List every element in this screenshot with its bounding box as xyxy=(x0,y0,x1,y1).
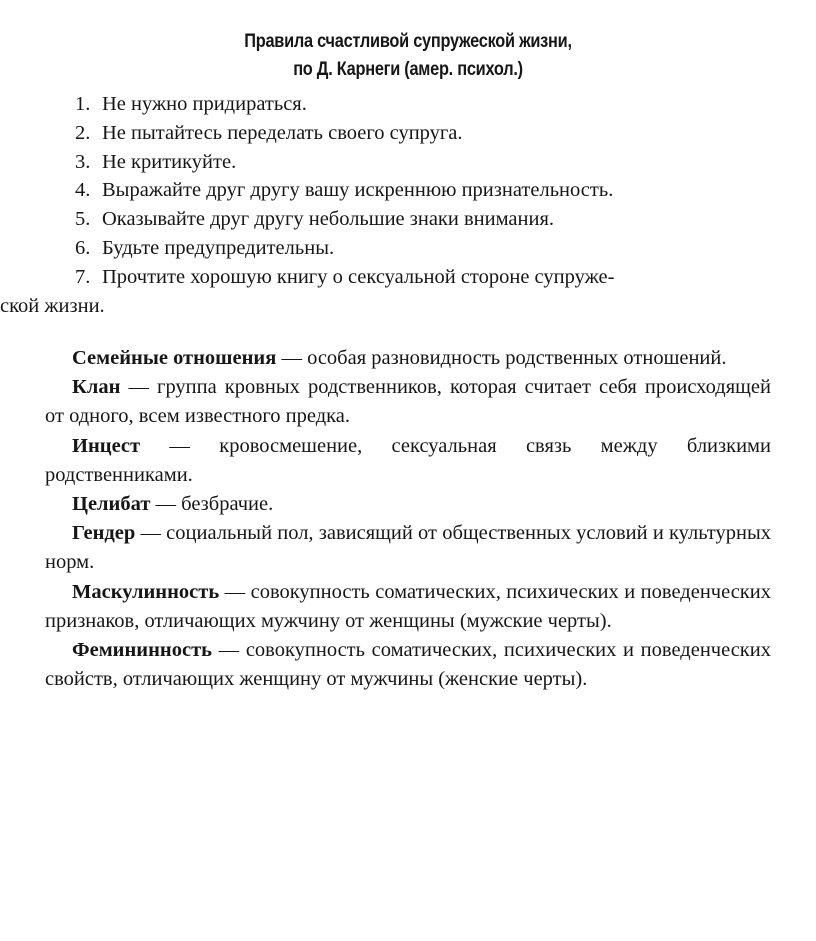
definition-text: — группа кровных родственников, которая считает себя происходящей от одного, всем известного предка. xyxy=(45,376,771,428)
definition-paragraph xyxy=(45,432,771,490)
rule-item xyxy=(0,263,775,321)
definition-text: — особая разновидность родственных отношений. xyxy=(276,347,727,369)
rule-text: Не пытайтесь переделать своего супруга. xyxy=(102,121,463,144)
rule-item xyxy=(75,176,775,205)
rule-text-continuation: ской жизни. xyxy=(0,294,105,317)
definition-term: Гендер xyxy=(72,522,136,545)
rule-number: 2. xyxy=(75,121,91,144)
definitions-section xyxy=(45,344,771,694)
definition-paragraph xyxy=(45,373,771,431)
rule-item xyxy=(75,90,775,119)
definition-text: — безбрачие. xyxy=(150,493,274,516)
rule-item xyxy=(75,148,775,177)
definition-paragraph xyxy=(45,344,771,373)
definition-term: Целибат xyxy=(72,493,151,516)
definition-text: — совокупность соматических, психических и поведенческих свойств, отличающих женщину от мужчины (женские черты). xyxy=(45,639,771,691)
rule-number: 7. xyxy=(75,265,91,288)
rule-number: 1. xyxy=(75,93,91,115)
definition-paragraph xyxy=(45,636,771,694)
rule-number: 4. xyxy=(75,179,91,202)
definition-term: Семейные отношения xyxy=(72,347,277,369)
rule-text: Выражайте друг другу вашу искреннюю признательность. xyxy=(102,179,614,202)
definition-paragraph xyxy=(45,490,771,519)
page-title-line-1: Правила счастливой супружеской жизни, xyxy=(244,31,572,52)
definition-text: — кровосмешение, сексуальная связь между близкими родственниками. xyxy=(45,434,771,486)
page-title-line-2: по Д. Карнеги (амер. психол.) xyxy=(293,59,523,80)
rule-number: 5. xyxy=(75,208,91,231)
rule-number: 3. xyxy=(75,150,91,173)
definition-term: Фемининность xyxy=(72,639,212,662)
rule-text: Оказывайте друг другу небольшие знаки внимания. xyxy=(102,208,555,231)
rule-text: Не критикуйте. xyxy=(102,150,237,173)
definition-paragraph xyxy=(45,578,771,636)
definition-text: — социальный пол, зависящий от общественных условий и культурных норм. xyxy=(45,522,771,574)
definition-term: Маскулинность xyxy=(72,580,220,603)
definition-term: Инцест xyxy=(72,434,141,457)
rules-list xyxy=(0,90,775,320)
definition-text: — совокупность соматических, психических и поведенческих признаков, отличающих мужчину от женщины (мужские черты). xyxy=(45,580,771,632)
rule-text: Будьте предупредительны. xyxy=(102,236,335,259)
definition-term: Клан xyxy=(72,376,121,399)
rule-item xyxy=(75,234,775,263)
rule-item xyxy=(75,119,775,148)
definition-paragraph xyxy=(45,519,771,577)
rule-text: Прочтите хорошую книгу о сексуальной стороне супруже- xyxy=(102,265,615,288)
rule-number: 6. xyxy=(75,236,91,259)
rule-text: Не нужно придираться. xyxy=(102,93,307,115)
rule-item xyxy=(75,205,775,234)
